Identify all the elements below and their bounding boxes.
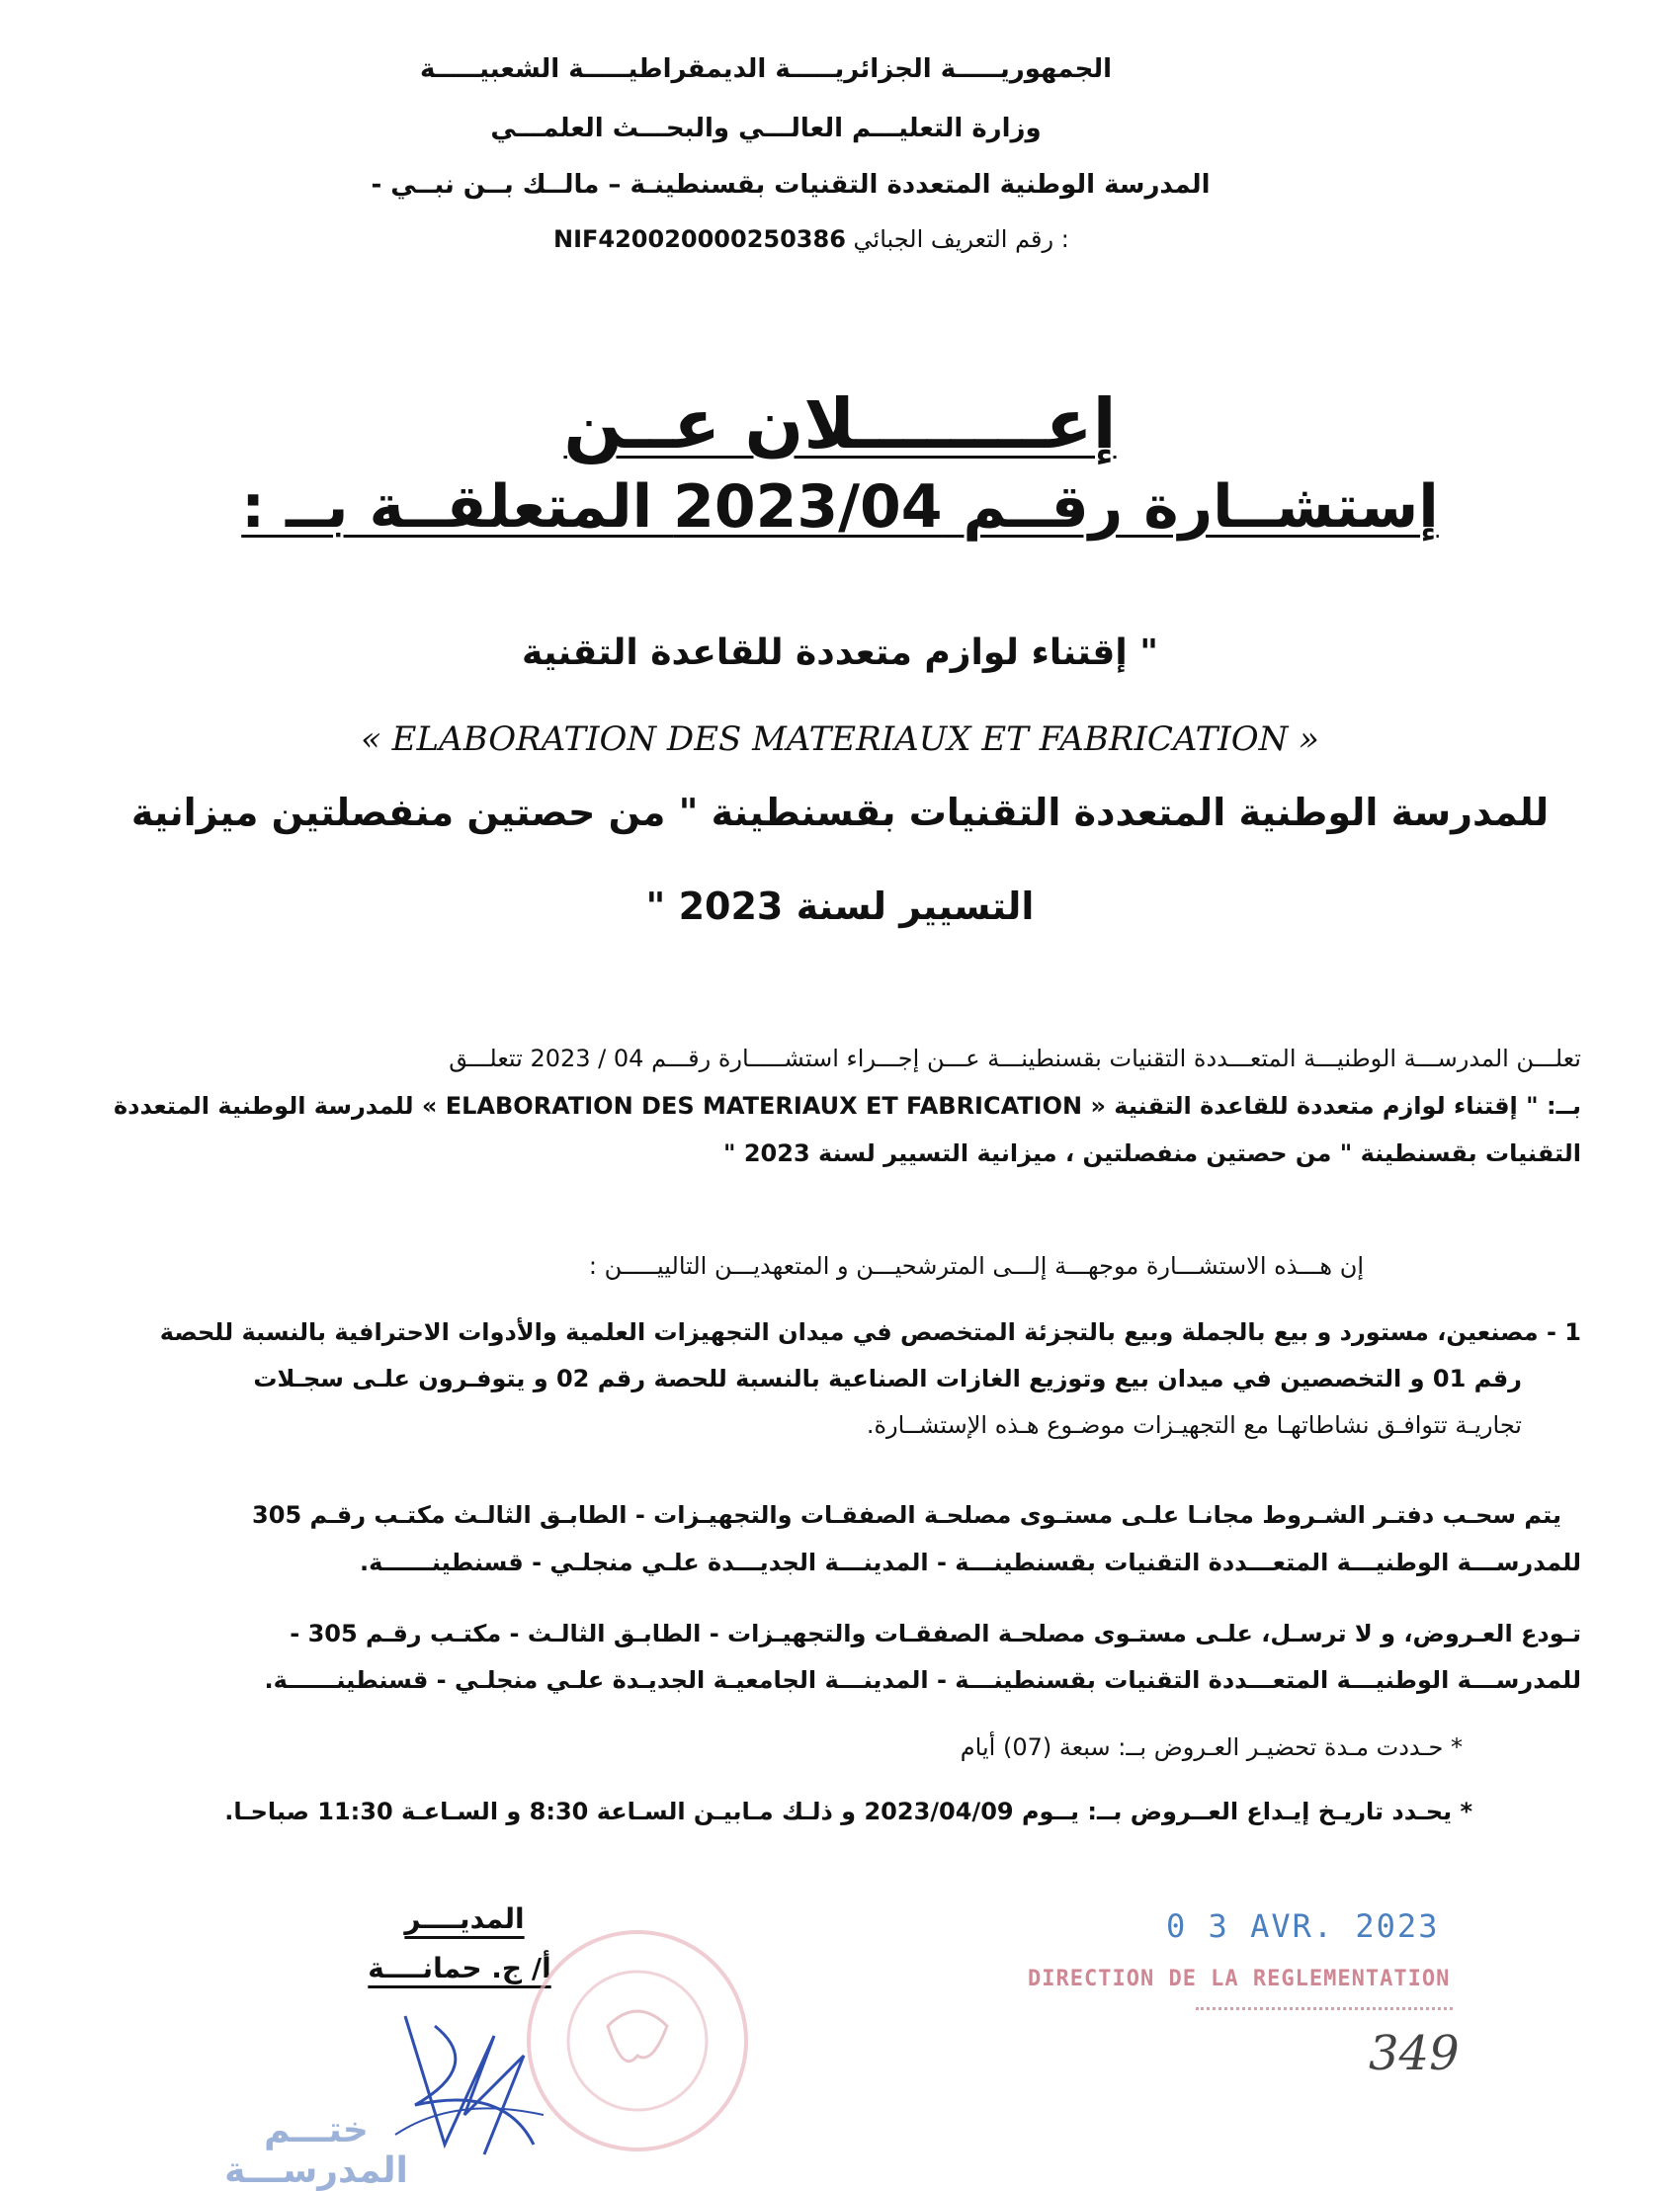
subject-arabic: " إقتناء لوازم متعددة للقاعدة التقنية (522, 632, 1158, 673)
subject-line4: التسيير لسنة 2023 " (645, 885, 1035, 928)
intro-line2: بــ: " إقتناء لوازم متعددة للقاعدة التقنية « ELABORATION DES MATERIAUX ET FABRICATION » للمدرسة الوطنية المتعددة (114, 1092, 1581, 1120)
director-title-text: المديــــر (404, 1902, 525, 1935)
school-header: المدرسة الوطنية المتعددة التقنيات بقسنطينـة – مالــك بــن نبــي - (371, 170, 1211, 200)
nif-value: NIF420020000250386 (553, 225, 846, 253)
intro-line3: التقنيات بقسنطينة " من حصتين منفصلتين ، ميزانية التسيير لسنة 2023 " (723, 1139, 1581, 1167)
registration-stamp-rule (1196, 2007, 1453, 2010)
subject-line3: للمدرسة الوطنية المتعددة التقنيات بقسنطينة " من حصتين منفصلتين ميزانية (130, 791, 1550, 834)
director-name-text: أ/ ج. حمانــــة (368, 1952, 551, 1984)
subject-french: « ELABORATION DES MATERIAUX ET FABRICATION » (361, 719, 1319, 759)
addressed-to: إن هـــذه الاستشـــارة موجهـــة إلـــى المترشحيـــن و المتعهديـــن التالييـــــن : (588, 1252, 1364, 1280)
handwritten-number: 349 (1369, 2026, 1460, 2081)
school-stamp-text: ختـــم المدرســـة (224, 2110, 408, 2191)
consultation-title (0, 472, 1680, 542)
title-line2: إستشــارة رقــم 2023/04 المتعلقــة بــ : (241, 472, 1439, 542)
item1-line3: تجاريـة تتوافـق نشاطاتهـا مع التجهيـزات موضـوع هـذه الإستشــارة. (866, 1411, 1522, 1439)
item1-line2: رقم 01 و التخصصين في ميدان بيع وتوزيع الغازات الصناعية بالنسبة للحصة رقم 02 و يتوفـرون علـى سجـلات (253, 1365, 1522, 1392)
intro-line1: تعلـــن المدرســـة الوطنيـــة المتعـــددة التقنيات بقسنطينـــة عـــن إجـــراء استشـــــارة رقـــم 04 / 2023 تتعلـــق (449, 1045, 1581, 1072)
received-date-stamp: 0 3 AVR. 2023 (1166, 1907, 1440, 1945)
deadline: * يحـدد تاريـخ إيـداع العــروض بــ: يــوم 2023/04/09 و ذلـك مـابيـن السـاعة 8:30 و السـاعـة 11:30 صباحـا. (224, 1798, 1472, 1825)
prep-time: * حـددت مـدة تحضيـر العـروض بــ: سبعة (07) أيام (960, 1733, 1463, 1761)
nif-line (553, 225, 1107, 253)
registration-stamp (1028, 1967, 1463, 2016)
withdraw-line1: يتم سحـب دفتـر الشـروط مجانـا علـى مستـوى مصلحـة الصفقـات والتجهيـزات - الطابـق الثالـث مكتـب رقـم 305 (252, 1501, 1561, 1529)
republic-header: الجمهوريـــــة الجزائريـــــة الديمقراطيـــــة الشعبيـــــة (419, 54, 1113, 84)
item1-line1: 1 - مصنعين، مستورد و بيع بالجملة وبيع بالتجزئة المتخصص في ميدان التجهيزات العلمية والأدوات الاحترافية بالنسبة للحصة (159, 1318, 1581, 1346)
nif-label: رقم التعريف الجبائي : (853, 225, 1069, 253)
registration-stamp-text: DIRECTION DE LA REGLEMENTATION (1028, 1967, 1451, 1991)
school-seal (524, 1907, 751, 2174)
announcement-title (0, 383, 1680, 464)
deposit-line2: للمدرســـة الوطنيـــة المتعـــددة التقنيات بقسنطينـــة - المدينـــة الجامعيـة الجديـدة علـي منجلـي - قسنطينــــــة. (264, 1666, 1581, 1694)
title-line1: إعــــــــلان عــن (563, 383, 1117, 464)
deposit-line1: تـودع العـروض، و لا ترسـل، علـى مستـوى مصلحـة الصفقـات والتجهيـزات - الطابـق الثالـث - مكتـب رقـم 305 - (290, 1620, 1581, 1647)
withdraw-line2: للمدرســـة الوطنيـــة المتعـــددة التقنيات بقسنطينـــة - المدينـــة الجديـــدة علـي منجلـي - قسنطينــــــة. (359, 1549, 1581, 1576)
ministry-header: وزارة التعليـــم العالـــي والبحـــث العلمـــي (490, 114, 1042, 143)
